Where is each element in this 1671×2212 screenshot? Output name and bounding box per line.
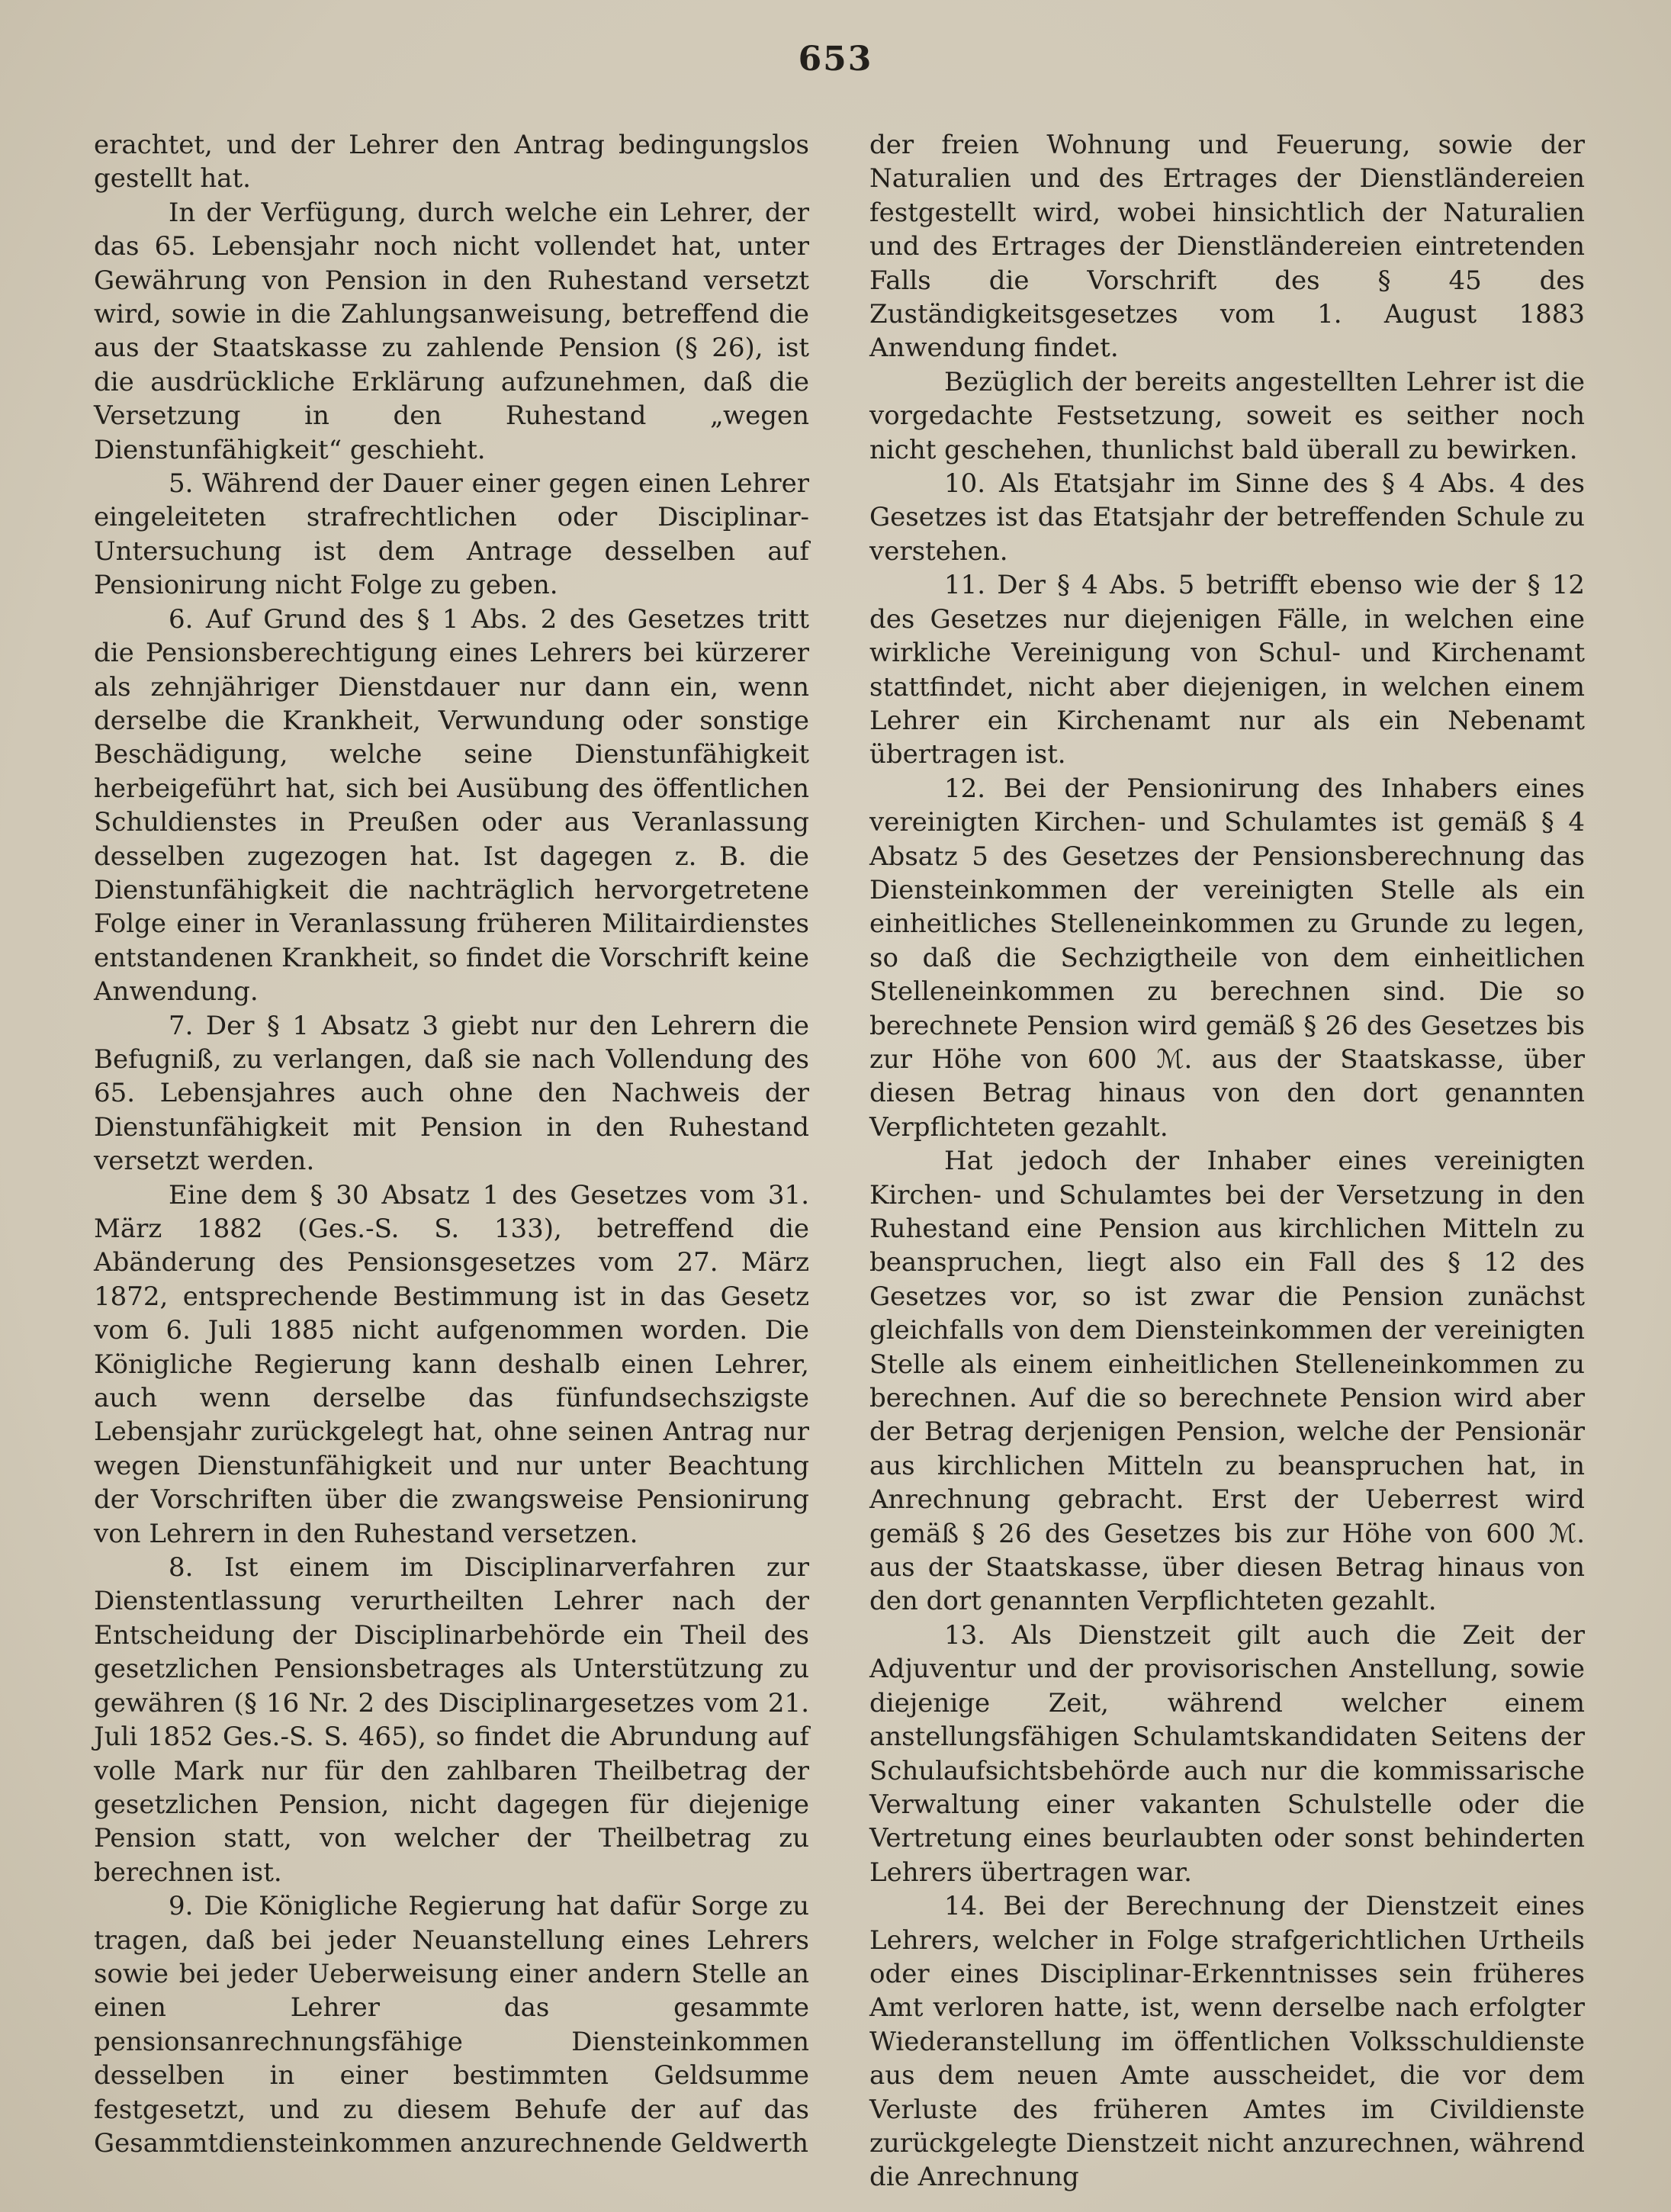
paragraph: 9. Die Königliche Regierung hat dafür Sorge zu tragen, daß bei jeder Neuanstellung eines Lehrers sowie bei jeder Ueberweisung einer andern Stelle an einen Lehrer das gesammte pensionsanrechnungsfähige Diensteinkommen desselben in einer bestimmten Geldsumme festgesetzt, und zu diesem Behufe der auf das Gesammtdiensteinkommen anzurechnende Geldwerth <box>94 1891 809 2159</box>
paragraph: 13. Als Dienstzeit gilt auch die Zeit der Adjuventur und der provisorischen Anstellung, sowie diejenige Zeit, während welcher einem anstellungsfähigen Schulamtskandidaten Seitens der Schulaufsichtsbehörde auch nur die kommissarische Verwaltung einer vakanten Schulstelle oder die Vertretung eines beurlaubten oder sonst behinderten Lehrers übertragen war. <box>869 1619 1585 1888</box>
paragraph: In der Verfügung, durch welche ein Lehrer, der das 65. Lebensjahr noch nicht vollendet hat, unter Gewährung von Pension in den Ruhestand versetzt wird, sowie in die Zahlungsanweisung, betreffend die aus der Staatskasse zu zahlende Pension (§ 26), ist die ausdrückliche Erklärung aufzunehmen, daß die Versetzung in den Ruhestand „wegen Dienstunfähigkeit“ geschieht. <box>94 197 809 465</box>
paragraph: Bezüglich der bereits angestellten Lehrer ist die vorgedachte Festsetzung, soweit es seither noch nicht geschehen, thunlichst bald überall zu bewirken. <box>869 366 1585 465</box>
paragraph: 10. Als Etatsjahr im Sinne des § 4 Abs. 4 des Gesetzes ist das Etatsjahr der betreffenden Schule zu verstehen. <box>869 468 1585 567</box>
paragraph: 11. Der § 4 Abs. 5 betrifft ebenso wie der § 12 des Gesetzes nur diejenigen Fälle, in welchen eine wirkliche Vereinigung von Schul- und Kirchenamt stattfindet, nicht aber diejenigen, in welchen einem Lehrer ein Kirchenamt nur als ein Nebenamt übertragen ist. <box>869 570 1585 770</box>
paragraph: Hat jedoch der Inhaber eines vereinigten Kirchen- und Schulamtes bei der Versetzung in den Ruhestand eine Pension aus kirchlichen Mitteln zu beanspruchen, liegt also ein Fall des § 12 des Gesetzes vor, so ist zwar die Pension zunächst gleichfalls von dem Diensteinkommen der vereinigten Stelle als einem einheitlichen Stelleneinkommen zu berechnen. Auf die so berechnete Pension wird aber der Betrag derjenigen Pension, welche der Pensionär aus kirchlichen Mitteln zu beanspruchen hat, in Anrechnung gebracht. Erst der Ueberrest wird gemäß § 26 des Gesetzes bis zur Höhe von 600 ℳ. aus der Staatskasse, über diesen Betrag hinaus von den dort genannten Verpflichteten gezahlt. <box>869 1146 1585 1617</box>
paragraph: 8. Ist einem im Disciplinarverfahren zur Dienstentlassung verurtheilten Lehrer nach der Entscheidung der Disciplinarbehörde ein Theil des gesetzlichen Pensionsbetrages als Unterstützung zu gewähren (§ 16 Nr. 2 des Disciplinargesetzes vom 21. Juli 1852 Ges.-S. S. 465), so findet die Abrundung auf volle Mark nur für den zahlbaren Theilbetrag der gesetzlichen Pension, nicht dagegen für diejenige Pension statt, von welcher der Theilbetrag zu berechnen ist. <box>94 1552 809 1888</box>
right-column <box>869 128 1585 2194</box>
paragraph: erachtet, und der Lehrer den Antrag bedingungslos gestellt hat. <box>94 130 809 195</box>
left-column <box>94 128 809 2160</box>
paragraph: 14. Bei der Berechnung der Dienstzeit eines Lehrers, welcher in Folge strafgerichtlichen Urtheils oder eines Disciplinar-Erkenntnisses sein früheres Amt verloren hatte, ist, wenn derselbe nach erfolgter Wiederanstellung im öffentlichen Volksschuldienste aus dem neuen Amte ausscheidet, die vor dem Verluste des früheren Amtes im Civildienste zurückgelegte Dienstzeit nicht anzurechnen, während die Anrechnung <box>869 1891 1585 2193</box>
paragraph: 12. Bei der Pensionirung des Inhabers eines vereinigten Kirchen- und Schulamtes ist gemäß § 4 Absatz 5 des Gesetzes der Pensionsberechnung das Diensteinkommen der vereinigten Stelle als ein einheitliches Stelleneinkommen zu Grunde zu legen, so daß die Sechzigtheile von dem einheitlichen Stelleneinkommen zu berechnen sind. Die so berechnete Pension wird gemäß § 26 des Gesetzes bis zur Höhe von 600 ℳ. aus der Staatskasse, über diesen Betrag hinaus von den dort genannten Verpflichteten gezahlt. <box>869 773 1585 1143</box>
page-number: 653 <box>798 40 873 79</box>
paragraph: 7. Der § 1 Absatz 3 giebt nur den Lehrern die Befugniß, zu verlangen, daß sie nach Vollendung des 65. Lebensjahres auch ohne den Nachweis der Dienstunfähigkeit mit Pension in den Ruhestand versetzt werden. <box>94 1010 809 1177</box>
paragraph: 5. Während der Dauer einer gegen einen Lehrer eingeleiteten strafrechtlichen oder Disciplinar-Untersuchung ist dem Antrage desselben auf Pensionirung nicht Folge zu geben. <box>94 468 809 601</box>
paragraph: der freien Wohnung und Feuerung, sowie der Naturalien und des Ertrages der Dienstländereien festgestellt wird, wobei hinsichtlich der Naturalien und des Ertrages der Dienstländereien eintretenden Falls die Vorschrift des § 45 des Zuständigkeitsgesetzes vom 1. August 1883 Anwendung findet. <box>869 130 1585 364</box>
paragraph: Eine dem § 30 Absatz 1 des Gesetzes vom 31. März 1882 (Ges.-S. S. 133), betreffend die Abänderung des Pensionsgesetzes vom 27. März 1872, entsprechende Bestimmung ist in das Gesetz vom 6. Juli 1885 nicht aufgenommen worden. Die Königliche Regierung kann deshalb einen Lehrer, auch wenn derselbe das fünfundsechszigste Lebensjahr zurückgelegt hat, ohne seinen Antrag nur wegen Dienstunfähigkeit und nur unter Beachtung der Vorschriften über die zwangsweise Pensionirung von Lehrern in den Ruhestand versetzen. <box>94 1179 809 1549</box>
paragraph: 6. Auf Grund des § 1 Abs. 2 des Gesetzes tritt die Pensionsberechtigung eines Lehrers bei kürzerer als zehnjähriger Dienstdauer nur dann ein, wenn derselbe die Krankheit, Verwundung oder sonstige Beschädigung, welche seine Dienstunfähigkeit herbeigeführt hat, sich bei Ausübung des öffentlichen Schuldienstes in Preußen oder aus Veranlassung desselben zugezogen hat. Ist dagegen z. B. die Dienstunfähigkeit die nachträglich hervorgetretene Folge einer in Veranlassung früheren Militairdienstes entstandenen Krankheit, so findet die Vorschrift keine Anwendung. <box>94 603 809 1008</box>
